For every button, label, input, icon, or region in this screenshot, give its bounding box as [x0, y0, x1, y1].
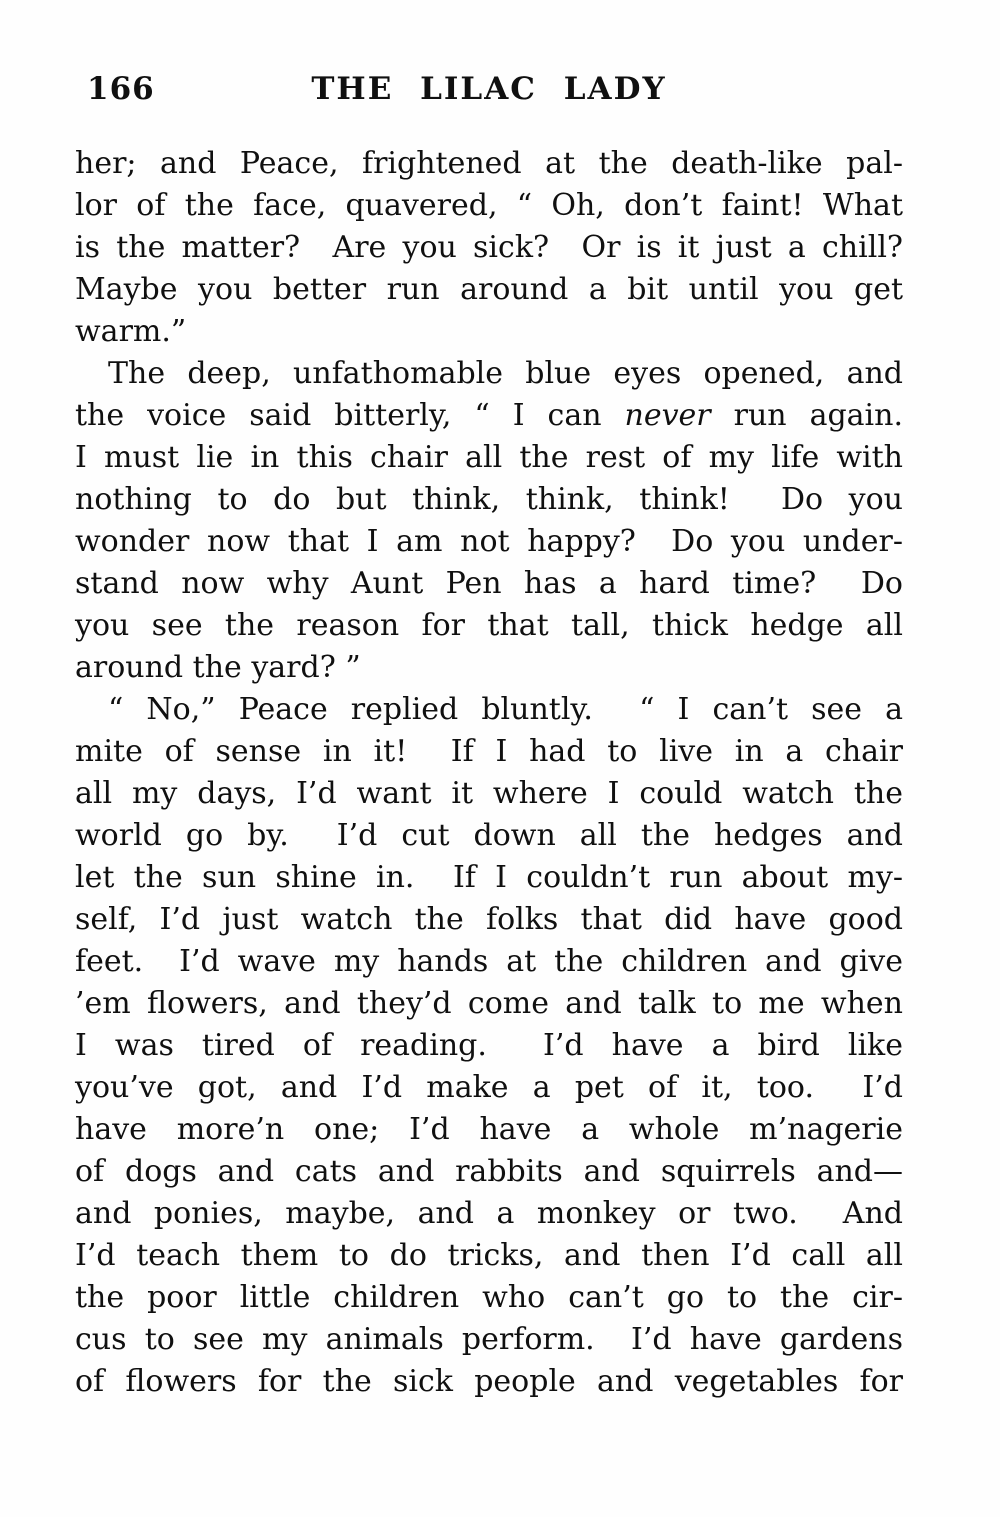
- text-line: [75, 899, 903, 941]
- text-line: [75, 647, 903, 689]
- text-line: [75, 1067, 903, 1109]
- text-segment: have more’n one; I’d have a whole m’nagerie: [75, 1112, 903, 1147]
- text-segment: you see the reason for that tall, thick hedge all: [75, 608, 903, 643]
- text-line: [75, 1235, 903, 1277]
- text-segment: let the sun shine in. If I couldn’t run about my-: [75, 860, 903, 895]
- page-number: 166: [87, 71, 155, 107]
- text-segment: I must lie in this chair all the rest of my life with: [75, 440, 903, 475]
- paragraph: [75, 689, 903, 1403]
- italic-text: never: [624, 398, 711, 433]
- text-segment: wonder now that I am not happy? Do you under-: [75, 524, 903, 559]
- text-line: [75, 1319, 903, 1361]
- text-line: [75, 143, 903, 185]
- text-line: [75, 521, 903, 563]
- text-segment: the poor little children who can’t go to the cir-: [75, 1280, 903, 1315]
- text-segment: her; and Peace, frightened at the death-like pal-: [75, 146, 903, 181]
- text-line: [75, 815, 903, 857]
- text-line: [75, 941, 903, 983]
- text-line: [75, 1193, 903, 1235]
- text-segment: all my days, I’d want it where I could watch the: [75, 776, 903, 811]
- text-line: [75, 437, 903, 479]
- text-segment: warm.”: [75, 314, 187, 349]
- paragraph: [75, 353, 903, 689]
- text-line: [75, 353, 903, 395]
- text-line: [75, 311, 903, 353]
- text-line: [75, 605, 903, 647]
- text-segment: and ponies, maybe, and a monkey or two. And: [75, 1196, 903, 1231]
- text-segment: around the yard? ”: [75, 650, 361, 685]
- text-segment: Maybe you better run around a bit until you get: [75, 272, 903, 307]
- text-segment: world go by. I’d cut down all the hedges and: [75, 818, 903, 853]
- text-line: [75, 395, 903, 437]
- text-segment: stand now why Aunt Pen has a hard time? Do: [75, 566, 903, 601]
- text-segment: of dogs and cats and rabbits and squirrels and—: [75, 1154, 903, 1189]
- text-segment: you’ve got, and I’d make a pet of it, too. I’d: [75, 1070, 903, 1105]
- text-line: [75, 479, 903, 521]
- text-line: [75, 269, 903, 311]
- text-segment: self, I’d just watch the folks that did have good: [75, 902, 903, 937]
- text-segment: “ No,” Peace replied bluntly. “ I can’t see a: [108, 692, 903, 727]
- text-segment: feet. I’d wave my hands at the children and give: [75, 944, 903, 979]
- text-line: [75, 689, 903, 731]
- page-header: [75, 72, 903, 112]
- text-line: [75, 983, 903, 1025]
- text-segment: cus to see my animals perform. I’d have gardens: [75, 1322, 903, 1357]
- text-segment: ’em flowers, and they’d come and talk to me when: [75, 986, 903, 1021]
- text-line: [75, 1277, 903, 1319]
- text-line: [75, 1361, 903, 1403]
- text-line: [75, 563, 903, 605]
- text-segment: I was tired of reading. I’d have a bird like: [75, 1028, 903, 1063]
- text-line: [75, 731, 903, 773]
- text-line: [75, 185, 903, 227]
- text-segment: The deep, unfathomable blue eyes opened, and: [108, 356, 903, 391]
- text-segment: of flowers for the sick people and vegetables for: [75, 1364, 903, 1399]
- text-segment: lor of the face, quavered, “ Oh, don’t faint! What: [75, 188, 903, 223]
- paragraph: [75, 143, 903, 353]
- text-line: [75, 1109, 903, 1151]
- text-segment: is the matter? Are you sick? Or is it just a chill?: [75, 230, 903, 265]
- text-segment: the voice said bitterly, “ I can: [75, 398, 625, 433]
- text-segment: nothing to do but think, think, think! Do you: [75, 482, 903, 517]
- text-line: [75, 857, 903, 899]
- running-title: THE LILAC LADY: [311, 71, 667, 107]
- text-line: [75, 227, 903, 269]
- text-line: [75, 773, 903, 815]
- text-line: [75, 1025, 903, 1067]
- text-segment: run again.: [710, 398, 904, 433]
- text-line: [75, 1151, 903, 1193]
- text-segment: mite of sense in it! If I had to live in a chair: [75, 734, 903, 769]
- page-body: [75, 143, 903, 1403]
- text-segment: I’d teach them to do tricks, and then I’d call all: [75, 1238, 903, 1273]
